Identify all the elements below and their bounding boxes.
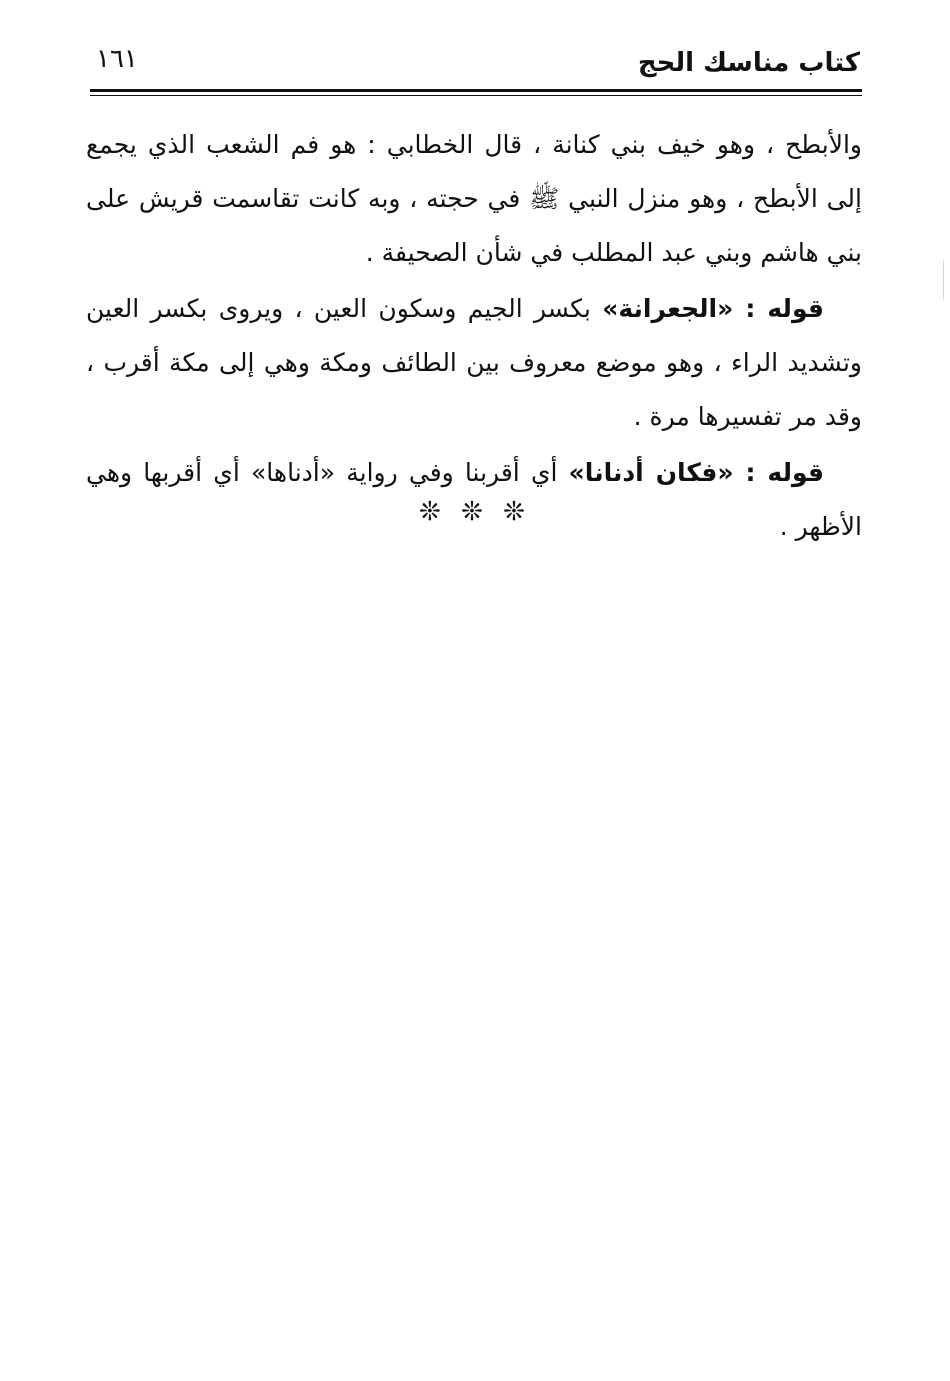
page-header	[90, 40, 860, 88]
quoted-term: «الجعرانة»	[602, 294, 734, 323]
scan-edge-mark	[943, 260, 944, 300]
paragraph-lead: قوله :	[733, 458, 824, 487]
running-title: كتاب مناسك الحج	[637, 48, 860, 78]
paragraph-lead: قوله :	[733, 294, 824, 323]
quoted-term: «فكان أدنانا»	[568, 458, 734, 487]
paragraph-explanation: بكسر الجيم وسكون العين ، ويروى بكسر العين وتشديد الراء ، وهو موضع معروف بين الطائف ومكة وهي إلى مكة أقرب ، وقد مر تفسيرها مرة .	[86, 294, 862, 431]
section-separator: ❊ ❊ ❊	[419, 497, 531, 527]
page-number: ١٦١	[96, 44, 138, 74]
paragraph-jiranah	[86, 282, 862, 444]
header-rule-thin	[90, 95, 862, 96]
paragraph-explanation: أي أقربنا وفي رواية «أدناها» أي أقربها وهي الأظهر .	[86, 458, 862, 541]
header-rule-thick	[90, 89, 862, 92]
body-text	[86, 118, 862, 556]
paragraph-abtah: والأبطح ، وهو خيف بني كنانة ، قال الخطابي : هو فم الشعب الذي يجمع إلى الأبطح ، وهو منزل النبي ﷺ في حجته ، وبه كانت تقاسمت قريش على بني هاشم وبني عبد المطلب في شأن الصحيفة .	[86, 130, 862, 267]
